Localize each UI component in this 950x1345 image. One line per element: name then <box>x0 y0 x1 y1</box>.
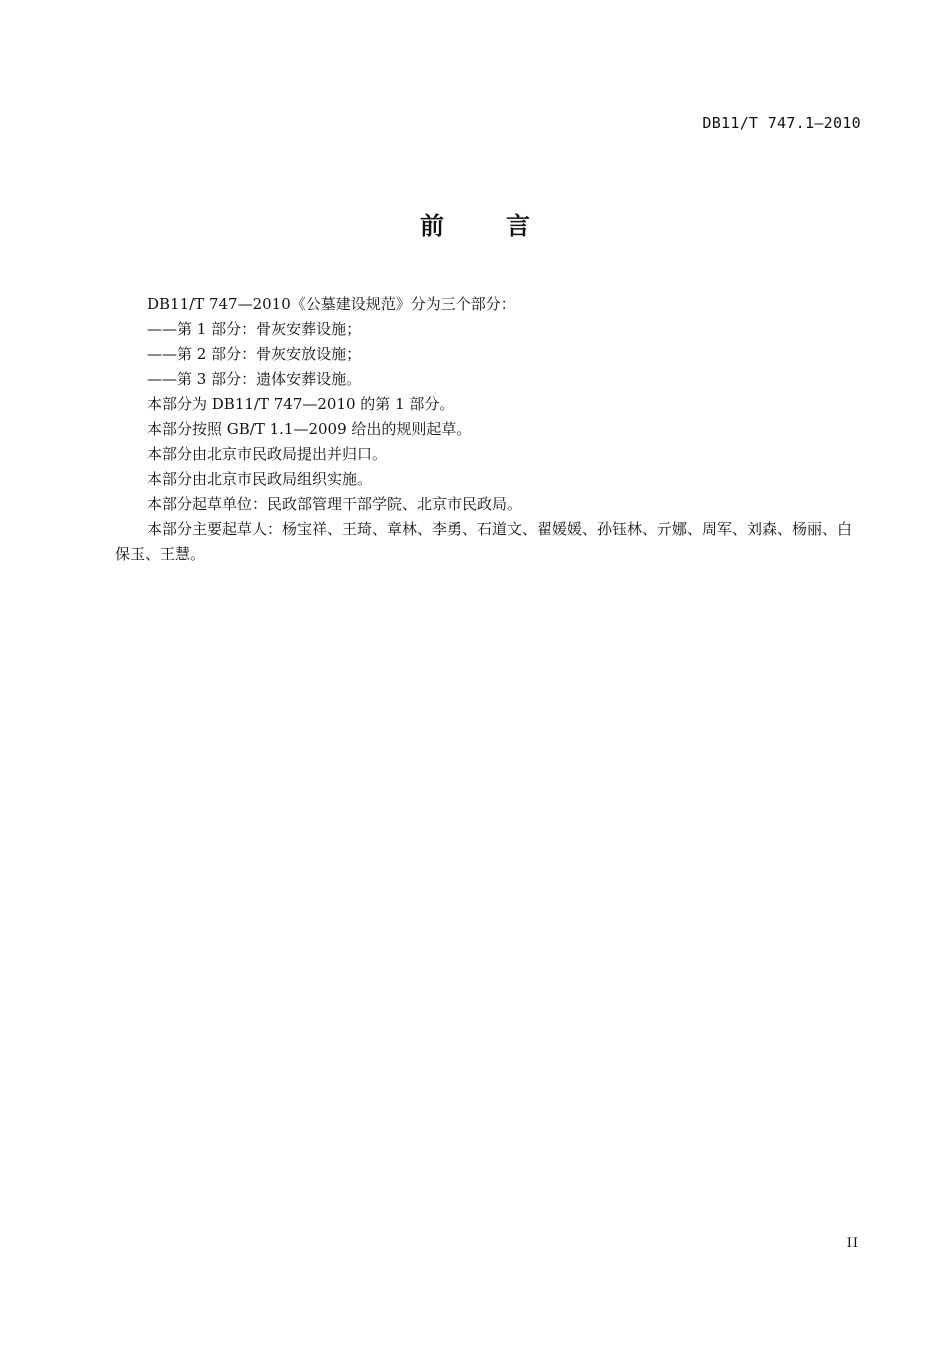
paragraph-this-part: 本部分为 DB11/T 747—2010 的第 1 部分。 <box>147 395 455 413</box>
paragraph-proposed-by: 本部分由北京市民政局提出并归口。 <box>147 445 388 463</box>
paragraph-drafters: 本部分主要起草人：杨宝祥、王琦、章林、李勇、石道文、翟媛媛、孙钰林、亓娜、周军、刘森、杨丽、白保玉、王慧。 <box>115 520 853 563</box>
page-number: II <box>846 1236 859 1251</box>
standard-code: DB11/T 747.1—2010 <box>702 114 861 132</box>
title-char-2: 言 <box>506 212 530 240</box>
page-title <box>0 206 950 241</box>
paragraph-part-1: ——第 1 部分：骨灰安葬设施； <box>147 320 362 338</box>
title-char-1: 前 <box>420 212 444 240</box>
paragraph-part-3: ——第 3 部分：遗体安葬设施。 <box>147 370 362 388</box>
paragraph-part-2: ——第 2 部分：骨灰安放设施； <box>147 345 362 363</box>
paragraph-drafting-rules: 本部分按照 GB/T 1.1—2009 给出的规则起草。 <box>147 420 472 438</box>
paragraph-implemented-by: 本部分由北京市民政局组织实施。 <box>147 470 373 488</box>
paragraph-parts-intro: DB11/T 747—2010《公墓建设规范》分为三个部分： <box>147 295 516 313</box>
paragraph-drafting-units: 本部分起草单位：民政部管理干部学院、北京市民政局。 <box>147 495 523 513</box>
foreword-body <box>115 292 865 567</box>
